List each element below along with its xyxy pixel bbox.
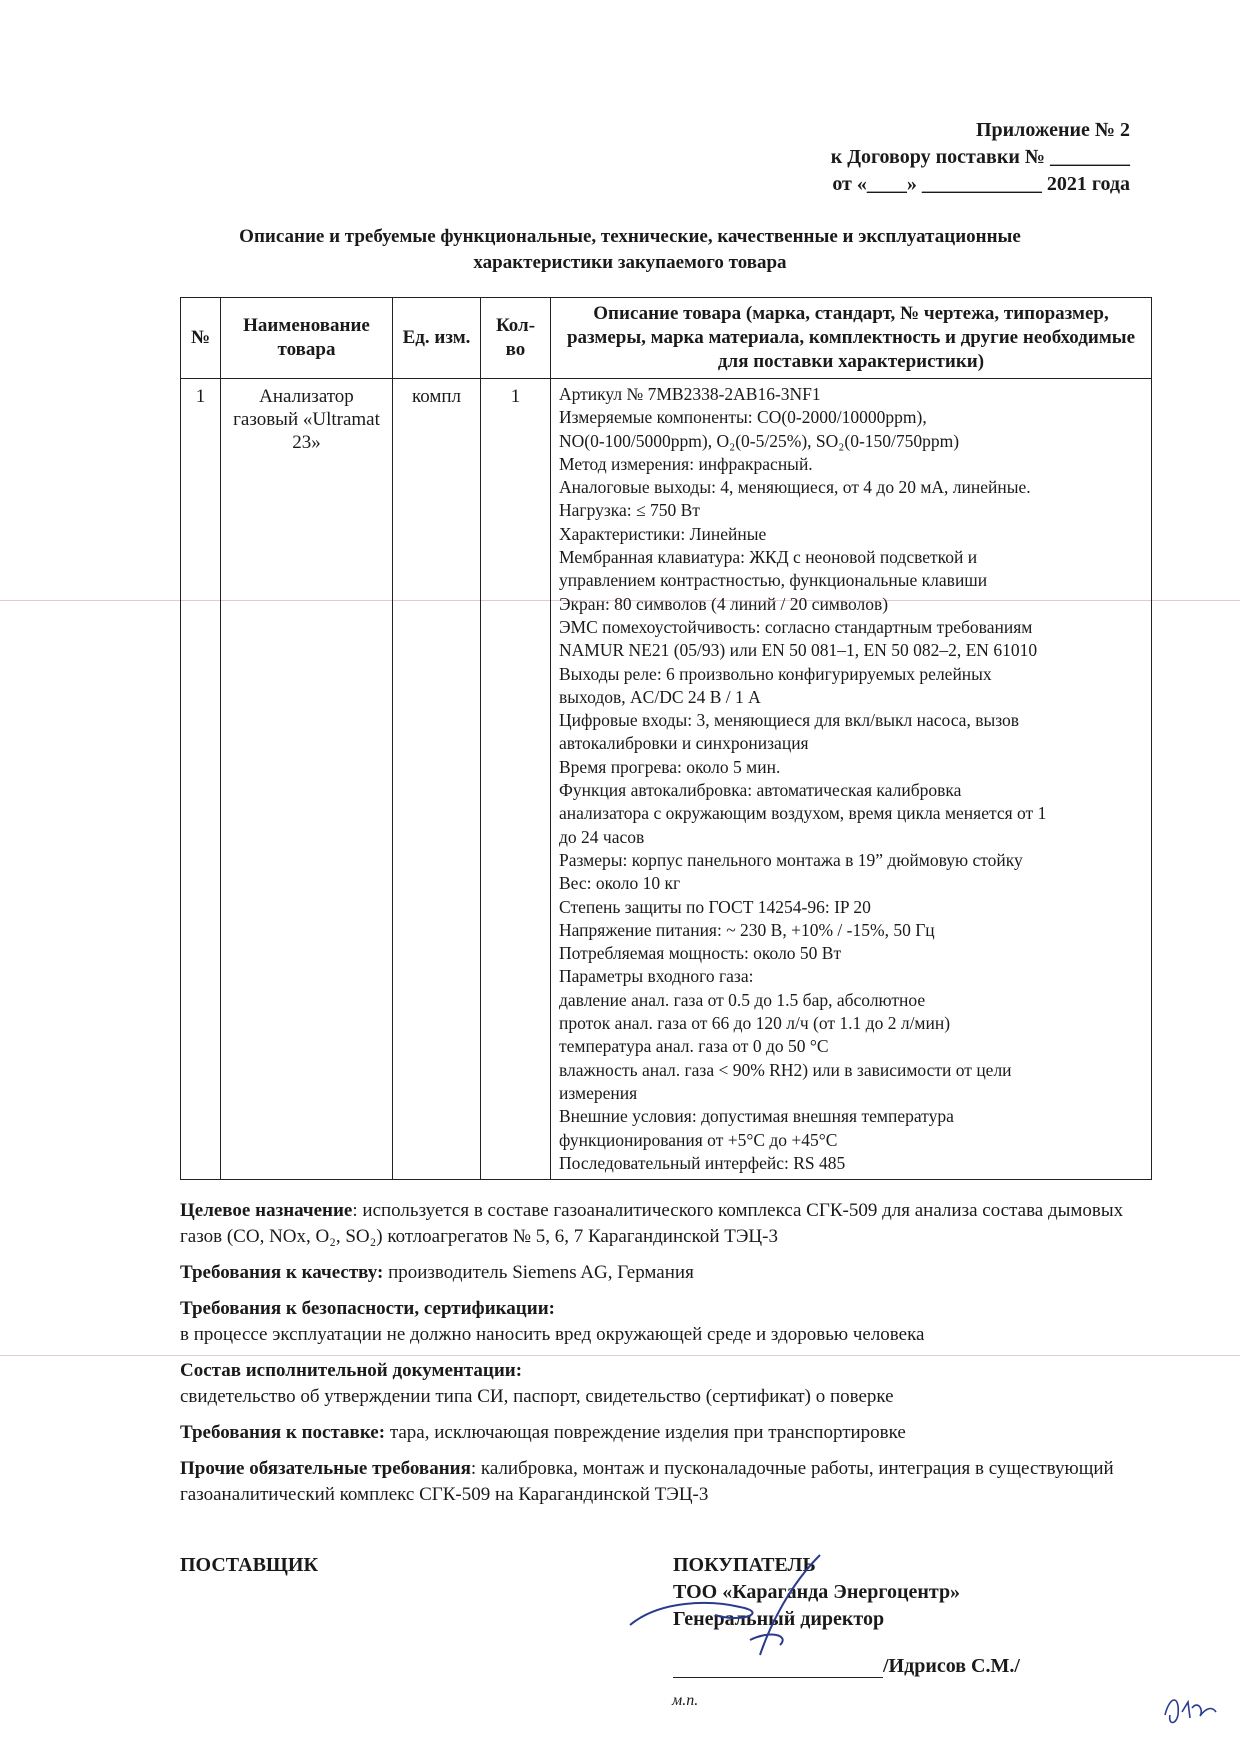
description-line: до 24 часов <box>559 826 645 847</box>
supplier-signature-block <box>180 1552 318 1579</box>
purpose-section <box>180 1198 1140 1250</box>
description-line: Функция автокалибровка: автоматическая калибровка <box>559 780 962 801</box>
delivery-label: Требования к поставке: <box>180 1422 386 1443</box>
initials-signature-icon <box>1160 1690 1220 1730</box>
description-line: выходов, AC/DC 24 В / 1 А <box>559 686 761 707</box>
description-line: Параметры входного газа: <box>559 966 754 987</box>
cell-qty: 1 <box>481 379 551 1180</box>
cell-description <box>551 379 1152 1180</box>
other-section <box>180 1456 1140 1508</box>
description-line: Последовательный интерфейс: RS 485 <box>559 1152 846 1173</box>
annex-contract: к Договору поставки № ________ <box>830 146 1130 168</box>
safety-section <box>180 1296 1140 1348</box>
description-line: Аналоговые выходы: 4, меняющиеся, от 4 до 20 мА, линейные. <box>559 477 1031 498</box>
description-line: Цифровые входы: 3, меняющиеся для вкл/выкл насоса, вызов <box>559 710 1020 731</box>
description-line: Метод измерения: инфракрасный. <box>559 453 813 474</box>
quality-text: производитель Siemens AG, Германия <box>383 1262 694 1283</box>
description-line: NAMUR NE21 (05/93) или EN 50 081–1, EN 50 082–2, EN 61010 <box>559 640 1038 661</box>
description-line: Мембранная клавиатура: ЖКД с неоновой подсветкой и <box>559 547 978 568</box>
header-description: Описание товара (марка, стандарт, № чертежа, типоразмер, размеры, марка материала, комплектность и другие необходимые для поставки характеристики) <box>551 298 1152 379</box>
cell-unit: компл <box>393 379 481 1180</box>
description-line: измерения <box>559 1082 638 1103</box>
description-line: ЭМС помехоустойчивость: согласно стандартным требованиям <box>559 616 1033 637</box>
header-num: № <box>181 298 221 379</box>
description-line: Характеристики: Линейные <box>559 523 767 544</box>
description-line: давление анал. газа от 0.5 до 1.5 бар, абсолютное <box>559 989 926 1010</box>
buyer-position: Генеральный директор <box>673 1608 885 1630</box>
other-label: Прочие обязательные требования <box>180 1458 471 1479</box>
quality-section <box>180 1260 1140 1286</box>
document-title <box>150 224 1110 276</box>
cell-num: 1 <box>181 379 221 1180</box>
table-row <box>181 379 1152 1180</box>
purpose-label: Целевое назначение <box>180 1200 353 1221</box>
docs-section <box>180 1358 1140 1410</box>
annex-date: от «____» ____________ 2021 года <box>832 173 1130 195</box>
delivery-section <box>180 1420 1140 1446</box>
buyer-name: /Идрисов С.М./ <box>883 1655 1020 1677</box>
purpose-text: : используется в составе газоаналитического комплекса СГК-509 для анализа состава дымовых газов (CO, NOx, O₂, SO₂) котлоагрегатов № 5, 6, 7 Карагандинской ТЭЦ-3 <box>180 1200 1124 1247</box>
buyer-org: ТОО «Караганда Энергоцентр» <box>673 1581 961 1603</box>
description-line: Потребляемая мощность: около 50 Вт <box>559 943 842 964</box>
quality-label: Требования к качеству: <box>180 1262 384 1283</box>
description-line: Нагрузка: ≤ 750 Вт <box>559 500 700 521</box>
description-line: Время прогрева: около 5 мин. <box>559 756 781 777</box>
annex-number: Приложение № 2 <box>975 119 1130 141</box>
supplier-title: ПОСТАВЩИК <box>180 1554 318 1576</box>
description-line: Напряжение питания: ~ 230 В, +10% / -15%, 50 Гц <box>559 919 935 940</box>
description-line: Измеряемые компоненты: CO(0-2000/10000ppm), <box>559 407 927 428</box>
specification-table <box>180 297 1152 1180</box>
table-header-row <box>181 298 1152 379</box>
description-line: NO(0-100/5000ppm), O₂(0-5/25%), SO₂(0-150/750ppm) <box>559 430 960 451</box>
description-line: Вес: около 10 кг <box>559 873 681 894</box>
description-line: Степень защиты по ГОСТ 14254-96: IP 20 <box>559 896 871 917</box>
description-line: автокалибровки и синхронизация <box>559 733 809 754</box>
description-line: функционирования от +5°C до +45°C <box>559 1129 838 1150</box>
header-name: Наименование товара <box>221 298 393 379</box>
safety-text: в процессе эксплуатации не должно наносить вред окружающей среде и здоровью человека <box>180 1324 925 1345</box>
description-line: Экран: 80 символов (4 линий / 20 символов) <box>559 593 889 614</box>
description-line: температура анал. газа от 0 до 50 °C <box>559 1036 829 1057</box>
header-qty: Кол-во <box>481 298 551 379</box>
docs-label: Состав исполнительной документации: <box>180 1360 523 1381</box>
handwritten-signature-icon <box>620 1545 860 1665</box>
header-unit: Ед. изм. <box>393 298 481 379</box>
document-title-line1: Описание и требуемые функциональные, технические, качественные и эксплуатационные <box>239 226 1021 247</box>
stamp-placeholder: м.п. <box>672 1692 699 1709</box>
annex-header <box>730 117 1130 198</box>
description-line: управлением контрастностью, функциональные клавиши <box>559 570 988 591</box>
buyer-title: ПОКУПАТЕЛЬ <box>673 1554 816 1576</box>
requirements-sections <box>180 1198 1140 1518</box>
other-text: : калибровка, монтаж и пусконаладочные работы, интеграция в существующий газоаналитический комплекс СГК-509 на Карагандинской ТЭЦ-3 <box>180 1458 1114 1505</box>
description-line: Выходы реле: 6 произвольно конфигурируемых релейных <box>559 663 992 684</box>
description-line: Внешние условия: допустимая внешняя температура <box>559 1106 954 1127</box>
description-line: Размеры: корпус панельного монтажа в 19” дюймовую стойку <box>559 849 1023 870</box>
description-line: Артикул № 7МВ2338-2АВ16-3NF1 <box>559 384 821 404</box>
cell-name: Анализатор газовый «Ultramat 23» <box>221 379 393 1180</box>
docs-text: свидетельство об утверждении типа СИ, паспорт, свидетельство (сертификат) о поверке <box>180 1386 894 1407</box>
description-line: анализатора с окружающим воздухом, время цикла меняется от 1 <box>559 803 1047 824</box>
description-line: влажность анал. газа < 90% RH2) или в зависимости от цели <box>559 1059 1012 1080</box>
document-title-line2: характеристики закупаемого товара <box>473 252 787 273</box>
safety-label: Требования к безопасности, сертификации: <box>180 1298 555 1319</box>
description-line: проток анал. газа от 66 до 120 л/ч (от 1.1 до 2 л/мин) <box>559 1013 951 1034</box>
delivery-text: тара, исключающая повреждение изделия при транспортировке <box>385 1422 906 1443</box>
